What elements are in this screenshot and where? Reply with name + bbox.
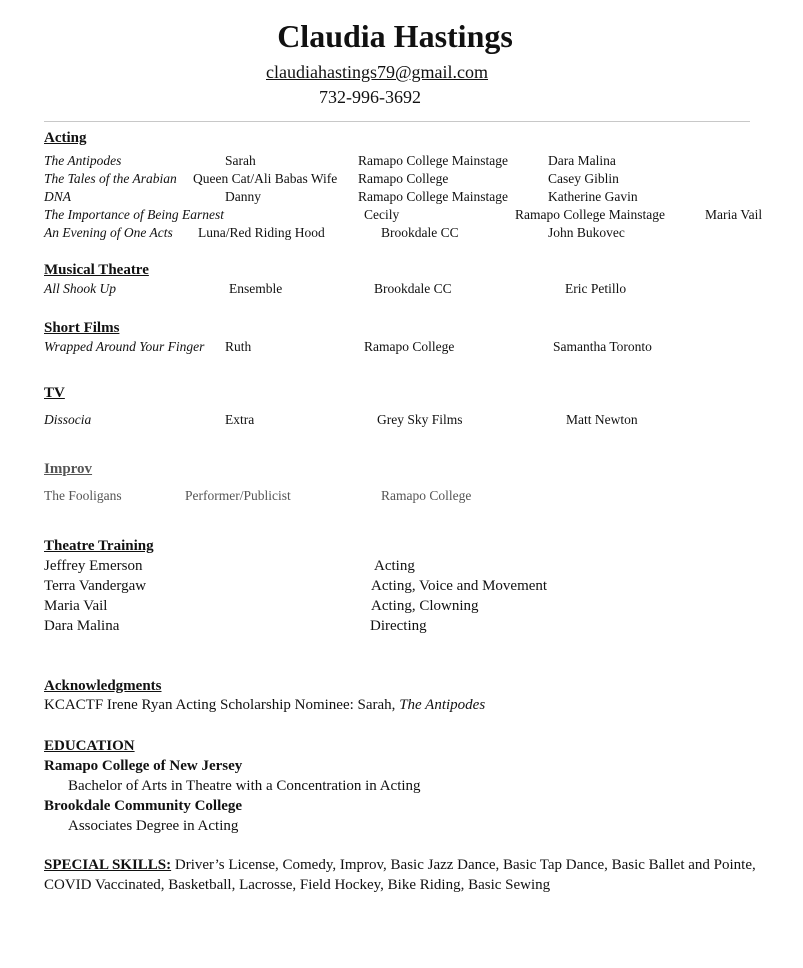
- degree-name: Bachelor of Arts in Theatre with a Concentration in Acting: [68, 778, 421, 794]
- school-name: Ramapo College of New Jersey: [44, 758, 243, 774]
- acknowledgment-line: [44, 697, 485, 714]
- credit-title: The Importance of Being Earnest: [44, 207, 224, 222]
- credit-role: Extra: [225, 412, 255, 427]
- credit-title: Wrapped Around Your Finger: [44, 339, 205, 354]
- credit-role: Ruth: [225, 339, 252, 354]
- credit-director: Eric Petillo: [565, 281, 627, 296]
- credit-venue: Ramapo College: [381, 488, 472, 503]
- credit-role: Sarah: [225, 153, 256, 168]
- credit-role: Queen Cat/Ali Babas Wife: [193, 171, 338, 186]
- acknowledgments-heading: Acknowledgments: [44, 678, 162, 694]
- resume-name: Claudia Hastings: [277, 18, 513, 54]
- training-teacher: Jeffrey Emerson: [44, 558, 143, 574]
- training-subject: Directing: [370, 618, 427, 634]
- credit-director: John Bukovec: [548, 225, 625, 240]
- training-teacher: Maria Vail: [44, 598, 108, 614]
- special-skills-line-1: [44, 857, 756, 874]
- credit-role: Cecily: [364, 207, 400, 222]
- credit-title: All Shook Up: [44, 281, 116, 296]
- training-teacher: Terra Vandergaw: [44, 578, 147, 594]
- theatre-training-heading: Theatre Training: [44, 538, 154, 554]
- credit-director: Maria Vail: [705, 207, 763, 222]
- credit-venue: Ramapo College Mainstage: [358, 189, 508, 204]
- credit-venue: Brookdale CC: [381, 225, 459, 240]
- credit-title: The Antipodes: [44, 153, 122, 168]
- musical-theatre-heading: Musical Theatre: [44, 262, 149, 278]
- short-films-heading: Short Films: [44, 320, 120, 336]
- acknowledgment-play: The Antipodes: [399, 697, 486, 713]
- credit-role: Danny: [225, 189, 261, 204]
- credit-title: An Evening of One Acts: [44, 225, 173, 240]
- tv-heading: TV: [44, 385, 65, 401]
- special-skills-heading: SPECIAL SKILLS:: [44, 857, 172, 873]
- acknowledgment-text: KCACTF Irene Ryan Acting Scholarship Nominee: Sarah,: [44, 697, 400, 713]
- credit-director: Matt Newton: [566, 412, 638, 427]
- credit-title: DNA: [44, 189, 71, 204]
- credit-venue: Brookdale CC: [374, 281, 452, 296]
- credit-title: The Tales of the Arabian: [44, 171, 177, 186]
- credit-venue: Ramapo College Mainstage: [358, 153, 508, 168]
- degree-name: Associates Degree in Acting: [68, 818, 239, 834]
- header-divider: [44, 121, 750, 122]
- email-link[interactable]: claudiahastings79@gmail.com: [266, 62, 489, 82]
- credit-director: Katherine Gavin: [548, 189, 638, 204]
- training-teacher: Dara Malina: [44, 618, 120, 634]
- credit-title: The Fooligans: [44, 488, 122, 503]
- special-skills-line-2: COVID Vaccinated, Basketball, Lacrosse, Field Hockey, Bike Riding, Basic Sewing: [44, 877, 551, 893]
- training-subject: Acting, Clowning: [371, 598, 479, 614]
- credit-venue: Ramapo College: [364, 339, 455, 354]
- credit-venue: Ramapo College: [358, 171, 449, 186]
- school-name: Brookdale Community College: [44, 798, 243, 814]
- special-skills-text: Driver’s License, Comedy, Improv, Basic Jazz Dance, Basic Tap Dance, Basic Ballet and Pointe,: [171, 857, 756, 873]
- credit-director: Dara Malina: [548, 153, 616, 168]
- credit-role: Ensemble: [229, 281, 283, 296]
- training-subject: Acting: [374, 558, 415, 574]
- credit-title: Dissocia: [44, 412, 92, 427]
- phone-number: 732-996-3692: [319, 87, 421, 107]
- education-heading: EDUCATION: [44, 738, 135, 754]
- credit-role: Luna/Red Riding Hood: [198, 225, 325, 240]
- credit-venue: Grey Sky Films: [377, 412, 463, 427]
- improv-heading: Improv: [44, 461, 93, 477]
- credit-director: Samantha Toronto: [553, 339, 652, 354]
- credit-director: Casey Giblin: [548, 171, 619, 186]
- credit-role: Performer/Publicist: [185, 488, 291, 503]
- training-subject: Acting, Voice and Movement: [371, 578, 548, 594]
- credit-venue: Ramapo College Mainstage: [515, 207, 665, 222]
- acting-heading: Acting: [44, 130, 87, 146]
